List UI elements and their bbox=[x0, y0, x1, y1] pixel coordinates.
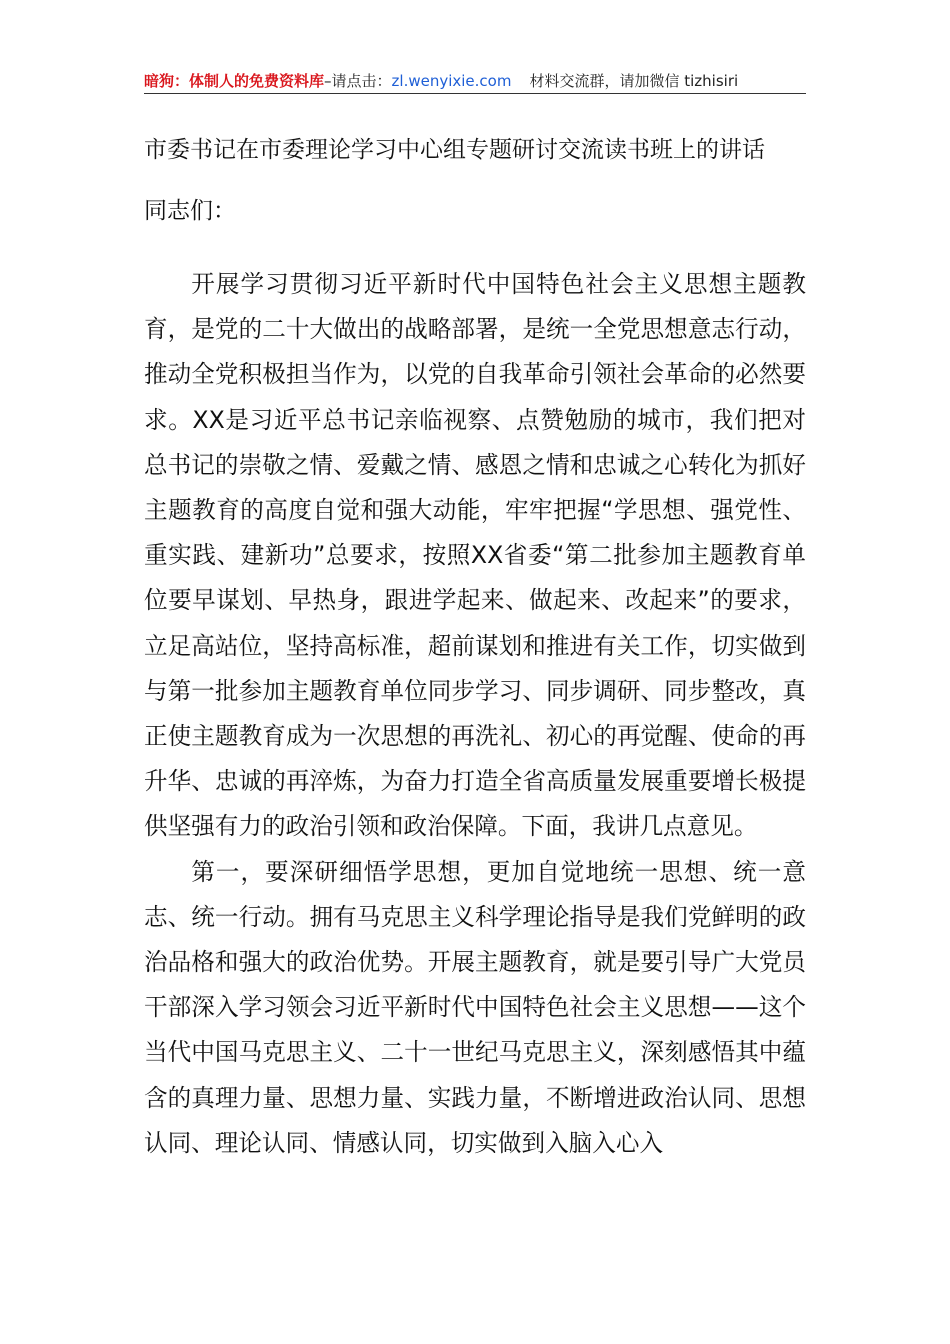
document-title: 市委书记在市委理论学习中心组专题研讨交流读书班上的讲话 bbox=[144, 137, 765, 163]
page-header bbox=[144, 69, 808, 93]
paragraph-2: 第一，要深研细悟学思想，更加自觉地统一思想、统一意志、统一行动。拥有马克思主义科学理论指导是我们党鲜明的政治品格和强大的政治优势。开展主题教育，就是要引导广大党员干部深入学习领会习近平新时代中国特色社会主义思想——这个当代中国马克思主义、二十一世纪马克思主义，深刻感悟其中蕴含的真理力量、思想力量、实践力量，不断增进政治认同、思想认同、理论认同、情感认同，切实做到入脑入心入 bbox=[144, 857, 806, 1157]
header-link-prefix: –请点击： bbox=[324, 72, 392, 90]
paragraph-1: 开展学习贯彻习近平新时代中国特色社会主义思想主题教育，是党的二十大做出的战略部署，是统一全党思想意志行动，推动全党积极担当作为，以党的自我革命引领社会革命的必然要求。XX是习近平总书记亲临视察、点赞勉励的城市，我们把对总书记的崇敬之情、爱戴之情、感恩之情和忠诚之心转化为抓好主题教育的高度自觉和强大动能，牢牢把握“学思想、强党性、重实践、建新功”总要求，按照XX省委“第二批参加主题教育单位要早谋划、早热身，跟进学起来、做起来、改起来”的要求，立足高站位，坚持高标准，超前谋划和推进有关工作，切实做到与第一批参加主题教育单位同步学习、同步调研、同步整改，真正使主题教育成为一次思想的再洗礼、初心的再觉醒、使命的再升华、忠诚的再淬炼，为奋力打造全省高质量发展重要增长极提供坚强有力的政治引领和政治保障。下面，我讲几点意见。 bbox=[144, 270, 806, 841]
document-body bbox=[144, 262, 806, 1166]
salutation: 同志们： bbox=[144, 198, 236, 224]
header-divider bbox=[144, 93, 806, 94]
header-url-link[interactable]: zl.wenyixie.com bbox=[391, 72, 512, 90]
header-brand-text: 暗狗：体制人的免费资料库 bbox=[144, 72, 325, 90]
header-wechat-text: 材料交流群，请加微信 tizhisiri bbox=[529, 72, 739, 90]
